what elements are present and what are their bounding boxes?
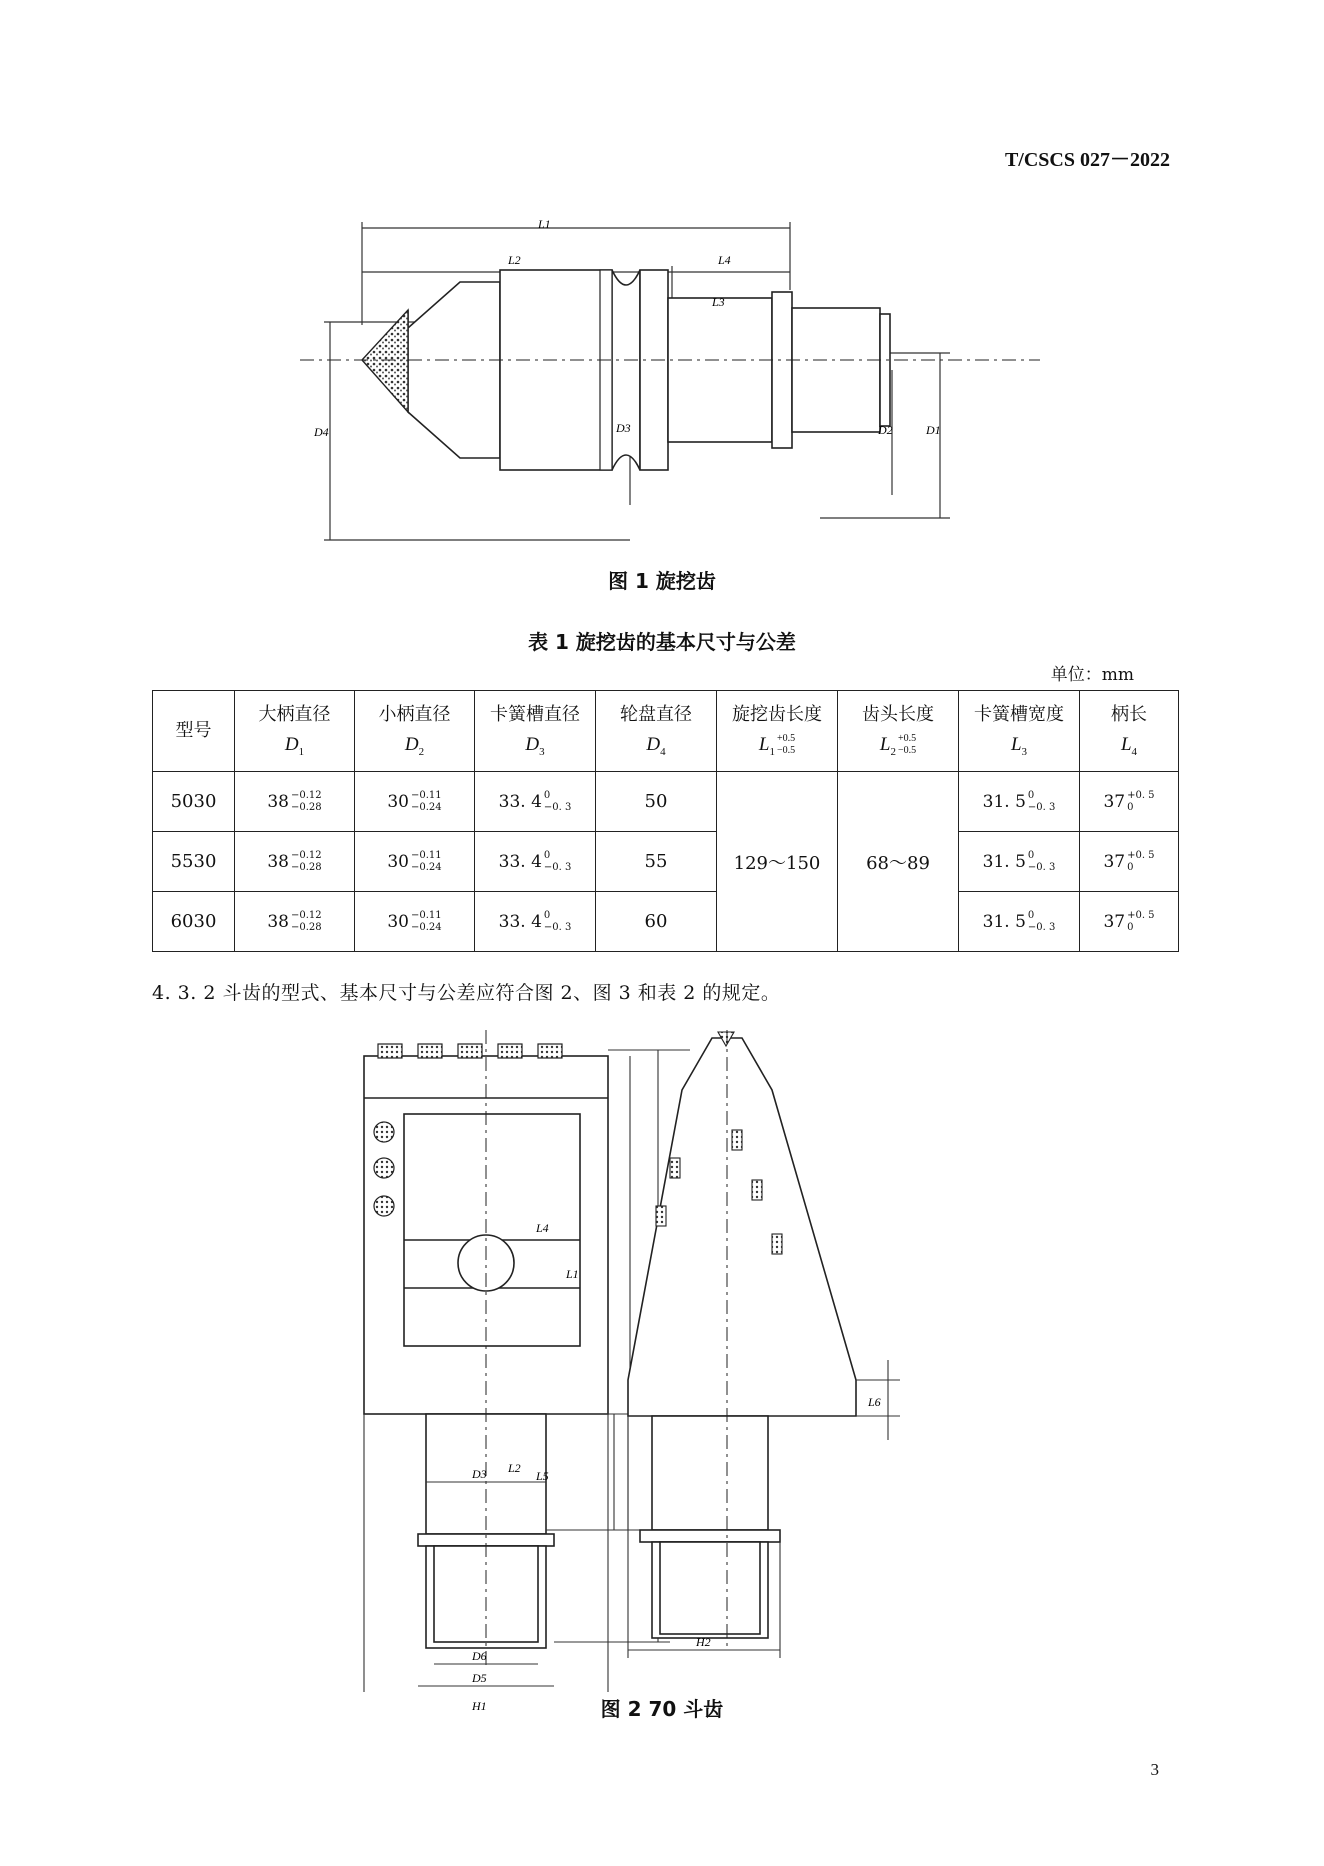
cell-d1: 38 −0.12 −0.28 [235, 892, 355, 952]
column-header: 旋挖齿长度 $L_1$ +0.5 −0.5 [717, 691, 838, 772]
fig2-label-d6: D6 [472, 1649, 487, 1663]
cell-model: 5530 [153, 832, 235, 892]
cell-l1-merged: 129～150 [717, 772, 838, 952]
fig1-label-l3: L3 [712, 295, 725, 309]
fig1-label-l2: L2 [508, 253, 521, 267]
cell-d1: 38 −0.12 −0.28 [235, 772, 355, 832]
cell-model: 6030 [153, 892, 235, 952]
fig2-label-l6: L6 [868, 1395, 881, 1409]
standard-code: T/CSCS 027－2022 [1004, 149, 1170, 171]
table-header-row [153, 691, 1179, 772]
fig1-label-d1: D1 [926, 423, 941, 437]
cell-l3: 31. 5 0 −0. 3 [959, 832, 1080, 892]
fig2-label-l2: L2 [508, 1461, 521, 1475]
cell-d3: 33. 4 0 −0. 3 [475, 892, 596, 952]
cell-d3: 33. 4 0 −0. 3 [475, 832, 596, 892]
dimension-table [152, 690, 1179, 952]
column-header: 小柄直径 $D_2$ [355, 691, 475, 772]
cell-l4: 37 +0. 5 0 [1080, 832, 1179, 892]
fig1-label-d4: D4 [314, 425, 329, 439]
table-row [153, 892, 1179, 952]
cell-l4: 37 +0. 5 0 [1080, 772, 1179, 832]
column-header: 轮盘直径 $D_4$ [596, 691, 717, 772]
fig2-label-l4: L4 [536, 1221, 549, 1235]
cell-d1: 38 −0.12 −0.28 [235, 832, 355, 892]
cell-d4: 55 [596, 832, 717, 892]
cell-d2: 30 −0.11 −0.24 [355, 832, 475, 892]
fig2-label-l5: L5 [536, 1469, 549, 1483]
table1-unit: 单位：mm [1050, 665, 1134, 685]
column-header: 型号 [153, 691, 235, 772]
column-header: 大柄直径 $D_1$ [235, 691, 355, 772]
column-header: 齿头长度 $L_2$ +0.5 −0.5 [838, 691, 959, 772]
table-row [153, 832, 1179, 892]
cell-d3: 33. 4 0 −0. 3 [475, 772, 596, 832]
fig2-label-d5: D5 [472, 1671, 487, 1685]
cell-l3: 31. 5 0 −0. 3 [959, 892, 1080, 952]
cell-l3: 31. 5 0 −0. 3 [959, 772, 1080, 832]
cell-model: 5030 [153, 772, 235, 832]
column-header: 柄长 $L_4$ [1080, 691, 1179, 772]
figure1-caption: 图 1 旋挖齿 [608, 569, 716, 593]
fig1-label-d2: D2 [878, 423, 893, 437]
cell-d2: 30 −0.11 −0.24 [355, 892, 475, 952]
page-number: 3 [1150, 1760, 1159, 1779]
cell-l4: 37 +0. 5 0 [1080, 892, 1179, 952]
fig2-label-h2: H2 [696, 1635, 711, 1649]
clause-4-3-2: 4. 3. 2 斗齿的型式、基本尺寸与公差应符合图 2、图 3 和表 2 的规定。 [152, 982, 781, 1004]
figure1-drawing [300, 200, 1040, 560]
fig1-label-l1: L1 [538, 217, 551, 231]
fig1-label-d3: D3 [616, 421, 631, 435]
cell-d4: 50 [596, 772, 717, 832]
cell-d4: 60 [596, 892, 717, 952]
fig2-label-d3: D3 [472, 1467, 487, 1481]
cell-l2-merged: 68～89 [838, 772, 959, 952]
column-header: 卡簧槽直径 $D_3$ [475, 691, 596, 772]
fig2-label-h1: H1 [472, 1699, 487, 1713]
table-row [153, 772, 1179, 832]
table1-title: 表 1 旋挖齿的基本尺寸与公差 [528, 630, 796, 654]
cell-d2: 30 −0.11 −0.24 [355, 772, 475, 832]
fig2-label-l1: L1 [566, 1267, 579, 1281]
figure2-caption: 图 2 70 斗齿 [600, 1697, 724, 1721]
column-header: 卡簧槽宽度 $L_3$ [959, 691, 1080, 772]
fig1-label-l4: L4 [718, 253, 731, 267]
